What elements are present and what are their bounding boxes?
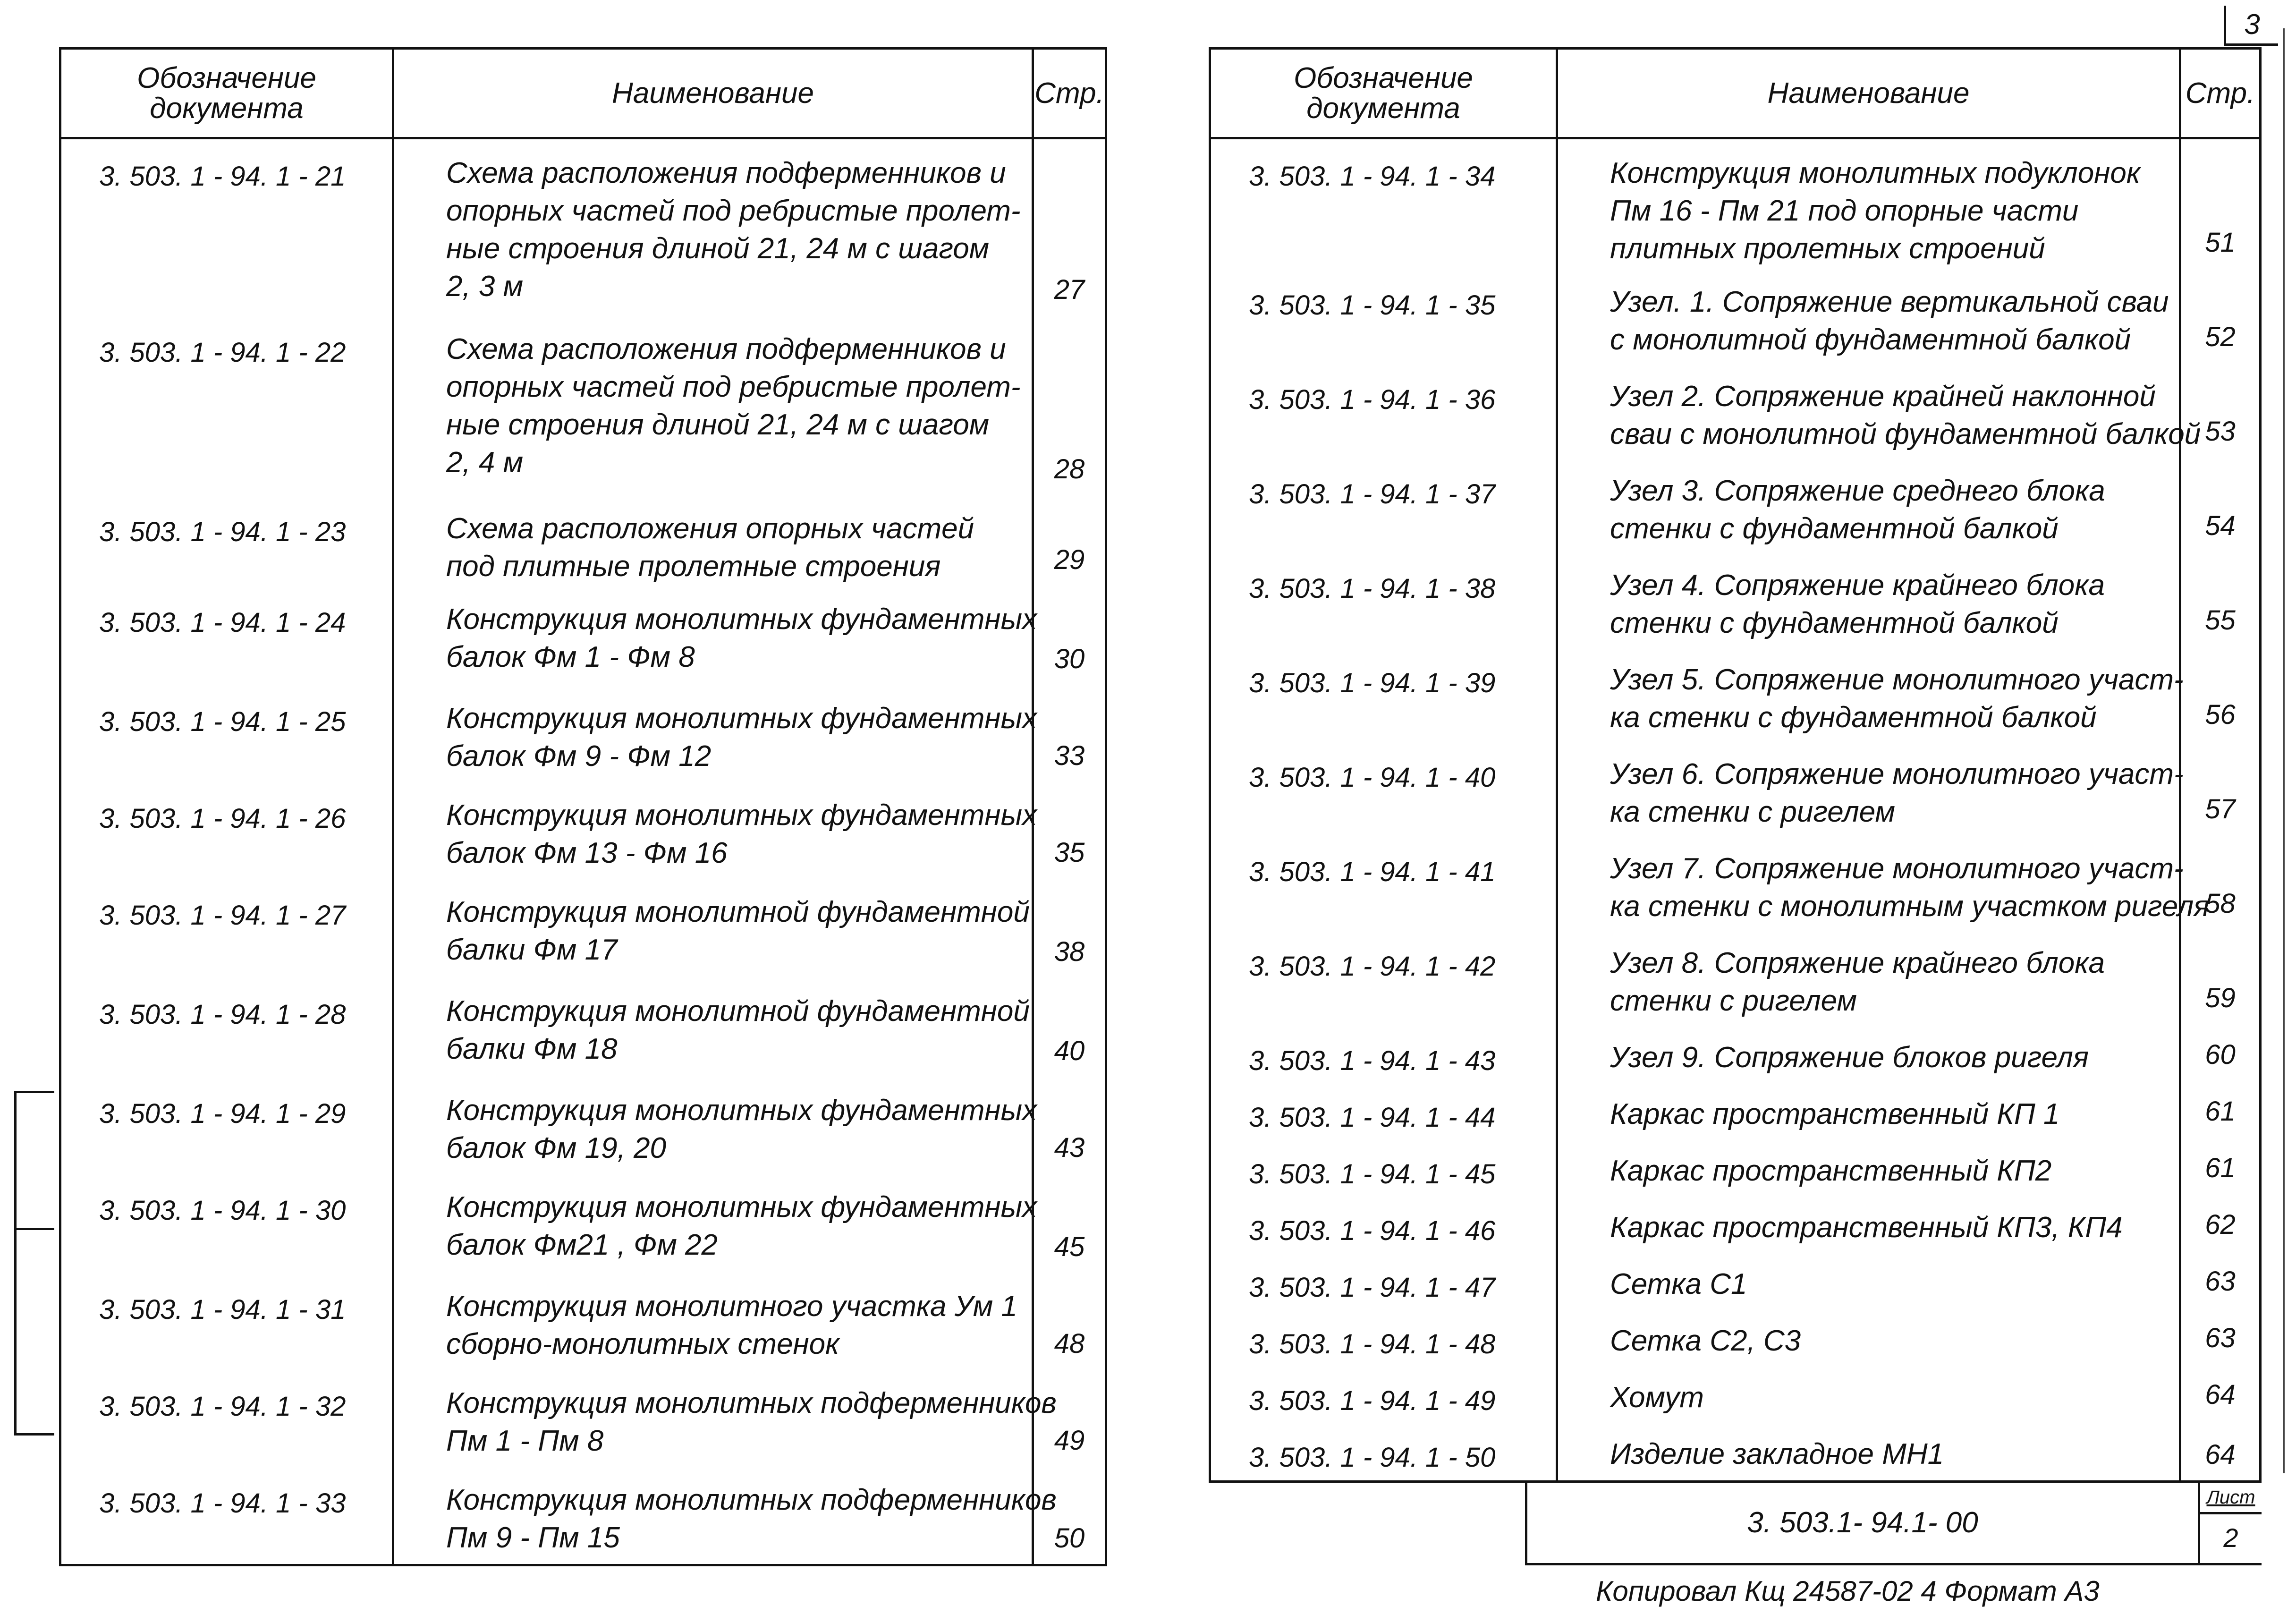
document-name-line: Узел 3. Сопряжение среднего блока [1610, 474, 2105, 507]
binding-margin-tick [14, 1091, 54, 1093]
document-designation: 3. 503. 1 - 94. 1 - 37 [1210, 457, 1557, 552]
table-row [1210, 1420, 2261, 1482]
page-number: 62 [2180, 1194, 2261, 1250]
document-designation: 3. 503. 1 - 94. 1 - 48 [1210, 1307, 1557, 1364]
document-designation: 3. 503. 1 - 94. 1 - 27 [60, 878, 393, 977]
document-designation: 3. 503. 1 - 94. 1 - 35 [1210, 268, 1557, 363]
page-number: 52 [2180, 268, 2261, 363]
header-name: Наименование [1557, 49, 2180, 138]
document-name-line: балок Фм 1 - Фм 8 [446, 640, 695, 673]
document-name [393, 782, 1037, 878]
document-name-line: стенки с ригелем [1610, 984, 1857, 1017]
document-name-line: Пм 1 - Пм 8 [446, 1424, 604, 1457]
document-designation: 3. 503. 1 - 94. 1 - 21 [60, 138, 393, 315]
document-name-line: Узел 5. Сопряжение монолитного участ- [1610, 663, 2184, 696]
sheet-label: Лист [2200, 1483, 2262, 1514]
binding-margin-tick [14, 1228, 54, 1230]
table-row [1210, 1194, 2261, 1250]
header-designation [60, 49, 393, 138]
document-designation: 3. 503. 1 - 94. 1 - 26 [60, 782, 393, 878]
page-number: 55 [2180, 552, 2261, 646]
document-name-line: Узел. 1. Сопряжение вертикальной сваи [1610, 285, 2169, 318]
header-name: Наименование [393, 49, 1033, 138]
header-page: Стр. [1033, 49, 1106, 138]
document-designation: 3. 503. 1 - 94. 1 - 23 [60, 495, 393, 586]
document-name [393, 1369, 1057, 1466]
document-name-line: ка стенки с ригелем [1610, 795, 1895, 828]
document-code: 3. 503.1- 94.1- 00 [1747, 1506, 1978, 1539]
document-designation: 3. 503. 1 - 94. 1 - 29 [60, 1077, 393, 1173]
page-number: 27 [1033, 138, 1106, 315]
document-name-line: Конструкция монолитных фундаментных [446, 1094, 1037, 1127]
table-row [1210, 552, 2261, 646]
table-row [60, 977, 1106, 1077]
header-page: Стр. [2180, 49, 2261, 138]
document-name-line: сваи с монолитной фундаментной балкой [1610, 417, 2201, 450]
page-number: 63 [2180, 1307, 2261, 1364]
document-designation: 3. 503. 1 - 94. 1 - 28 [60, 977, 393, 1077]
document-name [1557, 552, 2180, 646]
document-name-line: Конструкция монолитных фундаментных [446, 1190, 1037, 1223]
page-number: 51 [2180, 138, 2261, 268]
document-name [1557, 363, 2201, 457]
document-name-line: Конструкция монолитных фундаментных [446, 603, 1037, 636]
document-name-line: Конструкция монолитной фундаментной [446, 895, 1030, 928]
page-number: 35 [1033, 782, 1106, 878]
document-name-line: Конструкция монолитных подуклонок [1610, 157, 2141, 189]
document-name-line: Узел 8. Сопряжение крайнего блока [1610, 946, 2105, 979]
document-name [393, 586, 1037, 685]
document-designation: 3. 503. 1 - 94. 1 - 42 [1210, 929, 1557, 1024]
table-row [60, 1273, 1106, 1369]
page-number: 59 [2180, 929, 2261, 1024]
document-name-line: Узел 7. Сопряжение монолитного участ- [1610, 852, 2184, 885]
document-designation: 3. 503. 1 - 94. 1 - 41 [1210, 835, 1557, 929]
page-number: 28 [1033, 315, 1106, 495]
document-designation: 3. 503. 1 - 94. 1 - 25 [60, 685, 393, 782]
document-name-line: опорных частей под ребристые пролет- [446, 195, 1021, 227]
sheet-edge-line [2283, 28, 2285, 1473]
document-name [1557, 646, 2184, 740]
document-name [393, 1077, 1037, 1173]
table-row [1210, 457, 2261, 552]
table-row [60, 1173, 1106, 1273]
document-name [1557, 835, 2210, 929]
page-number: 58 [2180, 835, 2261, 929]
document-name-line: плитных пролетных строений [1610, 232, 2045, 265]
document-name-line: Узел 9. Сопряжение блоков ригеля [1610, 1041, 2089, 1074]
document-name [393, 1466, 1057, 1565]
document-name-line: Конструкция монолитных фундаментных [446, 799, 1037, 832]
document-name-line: Схема расположения подферменников и [446, 332, 1006, 365]
header-row [1210, 49, 2261, 138]
document-name-line: Конструкция монолитного участка Ум 1 [446, 1290, 1017, 1323]
table-row [1210, 138, 2261, 268]
document-name [1557, 1194, 2180, 1250]
table-row [1210, 1024, 2261, 1080]
document-name-line: ные строения длиной 21, 24 м с шагом [446, 408, 990, 441]
left-table-body [60, 138, 1106, 1565]
document-designation: 3. 503. 1 - 94. 1 - 43 [1210, 1024, 1557, 1080]
page-number: 63 [2180, 1250, 2261, 1307]
page-number: 48 [1033, 1273, 1106, 1369]
page-number: 50 [1033, 1466, 1106, 1565]
document-name-line: Каркас пространственный КП 1 [1610, 1097, 2060, 1130]
document-name-line: Узел 6. Сопряжение монолитного участ- [1610, 757, 2184, 790]
document-name-line: Сетка С2, С3 [1610, 1324, 1801, 1357]
header-designation [1210, 49, 1557, 138]
document-name-line: балки Фм 17 [446, 933, 618, 966]
document-designation: 3. 503. 1 - 94. 1 - 30 [60, 1173, 393, 1273]
document-name-line: Каркас пространственный КП3, КП4 [1610, 1211, 2123, 1244]
document-name [1557, 929, 2180, 1024]
document-name [1557, 1137, 2180, 1194]
copied-by-note: Копировал Кщ 24587-02 4 Формат А3 [1596, 1575, 2100, 1607]
contents-table-left [59, 47, 1107, 1566]
document-designation: 3. 503. 1 - 94. 1 - 45 [1210, 1137, 1557, 1194]
document-name-line: с монолитной фундаментной балкой [1610, 323, 2131, 356]
document-name [393, 315, 1033, 495]
table-row [60, 1369, 1106, 1466]
document-name-line: Конструкция монолитной фундаментной [446, 994, 1030, 1028]
document-name [1557, 1250, 2180, 1307]
document-name [393, 977, 1033, 1077]
sheet-corner-number: 3 [2224, 6, 2278, 46]
table-row [1210, 646, 2261, 740]
document-name-line: ка стенки с фундаментной балкой [1610, 701, 2097, 734]
document-name-line: ка стенки с монолитным участком ригеля [1610, 890, 2210, 923]
document-name-line: Схема расположения опорных частей [446, 512, 974, 545]
sheet-number: 2 [2223, 1523, 2238, 1553]
page-number: 49 [1033, 1369, 1106, 1466]
table-row [60, 1466, 1106, 1565]
table-row [1210, 740, 2261, 835]
document-name [1557, 1420, 2180, 1482]
table-row [1210, 1137, 2261, 1194]
page-number: 29 [1033, 495, 1106, 586]
table-row [1210, 363, 2261, 457]
page-number: 54 [2180, 457, 2261, 552]
document-name-line: сборно-монолитных стенок [446, 1327, 839, 1360]
table-row [60, 586, 1106, 685]
page-number: 38 [1033, 878, 1106, 977]
page-number: 43 [1033, 1077, 1106, 1173]
document-designation: 3. 503. 1 - 94. 1 - 32 [60, 1369, 393, 1466]
table-row [1210, 1364, 2261, 1420]
page-number: 45 [1033, 1173, 1106, 1273]
page-number: 57 [2180, 740, 2261, 835]
document-name [1557, 1024, 2180, 1080]
table-row [60, 1077, 1106, 1173]
document-designation: 3. 503. 1 - 94. 1 - 40 [1210, 740, 1557, 835]
document-name [1557, 457, 2180, 552]
table-row [1210, 1307, 2261, 1364]
document-designation: 3. 503. 1 - 94. 1 - 34 [1210, 138, 1557, 268]
table-row [1210, 268, 2261, 363]
document-designation: 3. 503. 1 - 94. 1 - 46 [1210, 1194, 1557, 1250]
document-name-line: под плитные пролетные строения [446, 550, 941, 583]
document-name [393, 878, 1033, 977]
document-name-line: Схема расположения подферменников и [446, 157, 1006, 189]
document-name-line: Узел 2. Сопряжение крайней наклонной [1610, 380, 2156, 413]
sheet-cell [2198, 1483, 2262, 1563]
table-row [60, 685, 1106, 782]
table-row [60, 495, 1106, 586]
document-name-line: Конструкция монолитных подферменников [446, 1483, 1057, 1516]
header-designation-line: Обозначение [1294, 61, 1473, 94]
document-name [393, 1273, 1033, 1369]
document-name-line: Пм 9 - Пм 15 [446, 1521, 620, 1554]
document-name-line: Хомут [1610, 1381, 1704, 1414]
document-designation: 3. 503. 1 - 94. 1 - 36 [1210, 363, 1557, 457]
binding-margin-line [14, 1091, 17, 1436]
page-number: 33 [1033, 685, 1106, 782]
document-name [393, 1173, 1037, 1273]
page-number: 53 [2180, 363, 2261, 457]
document-name-line: 2, 4 м [446, 446, 524, 479]
document-name-line: балок Фм 19, 20 [446, 1131, 666, 1164]
table-row [60, 878, 1106, 977]
page-number: 61 [2180, 1080, 2261, 1137]
right-table-body [1210, 138, 2261, 1482]
document-name [1557, 138, 2180, 268]
header-designation-line: Обозначение [137, 61, 316, 94]
document-name [1557, 1080, 2180, 1137]
document-name-line: Пм 16 - Пм 21 под опорные части [1610, 195, 2079, 227]
document-name-line: Сетка С1 [1610, 1267, 1747, 1300]
table-row [60, 138, 1106, 315]
table-row [1210, 835, 2261, 929]
document-designation: 3. 503. 1 - 94. 1 - 22 [60, 315, 393, 495]
document-name-line: стенки с фундаментной балкой [1610, 512, 2059, 545]
page-number: 64 [2180, 1364, 2261, 1420]
page-number: 40 [1033, 977, 1106, 1077]
document-name-line: Изделие закладное МН1 [1610, 1437, 1944, 1470]
table-row [1210, 1250, 2261, 1307]
document-name [393, 138, 1033, 315]
table-row [1210, 1080, 2261, 1137]
header-row [60, 49, 1106, 138]
table-row [60, 315, 1106, 495]
document-name-line: балок Фм21 , Фм 22 [446, 1228, 718, 1261]
document-designation: 3. 503. 1 - 94. 1 - 47 [1210, 1250, 1557, 1307]
document-name [393, 685, 1037, 782]
document-name-line: балок Фм 13 - Фм 16 [446, 836, 728, 869]
header-designation-line: документа [1306, 92, 1460, 125]
table-row [1210, 929, 2261, 1024]
document-name-line: 2, 3 м [446, 270, 524, 303]
title-block [1525, 1483, 2262, 1565]
document-designation: 3. 503. 1 - 94. 1 - 31 [60, 1273, 393, 1369]
binding-margin-tick [14, 1433, 54, 1436]
document-name [1557, 1307, 2180, 1364]
document-designation: 3. 503. 1 - 94. 1 - 38 [1210, 552, 1557, 646]
table-row [60, 782, 1106, 878]
page-number: 56 [2180, 646, 2261, 740]
document-name-line: Конструкция монолитных подферменников [446, 1386, 1057, 1419]
document-name [1557, 740, 2184, 835]
page-number: 64 [2180, 1420, 2261, 1482]
header-designation-line: документа [150, 92, 304, 125]
document-designation: 3. 503. 1 - 94. 1 - 44 [1210, 1080, 1557, 1137]
document-name [1557, 268, 2180, 363]
document-name-line: Конструкция монолитных фундаментных [446, 702, 1037, 735]
document-name [393, 495, 1033, 586]
contents-table-right [1209, 47, 2262, 1483]
page-number: 60 [2180, 1024, 2261, 1080]
page-number: 61 [2180, 1137, 2261, 1194]
document-name-line: ные строения длиной 21, 24 м с шагом [446, 232, 990, 265]
document-name [1557, 1364, 2180, 1420]
document-name-line: Узел 4. Сопряжение крайнего блока [1610, 569, 2105, 602]
document-name-line: Каркас пространственный КП2 [1610, 1154, 2052, 1187]
document-name-line: стенки с фундаментной балкой [1610, 606, 2059, 639]
document-designation: 3. 503. 1 - 94. 1 - 24 [60, 586, 393, 685]
document-name-line: опорных частей под ребристые пролет- [446, 370, 1021, 403]
document-designation: 3. 503. 1 - 94. 1 - 39 [1210, 646, 1557, 740]
document-designation: 3. 503. 1 - 94. 1 - 33 [60, 1466, 393, 1565]
page-number: 30 [1033, 586, 1106, 685]
document-designation: 3. 503. 1 - 94. 1 - 50 [1210, 1420, 1557, 1482]
document-designation: 3. 503. 1 - 94. 1 - 49 [1210, 1364, 1557, 1420]
document-name-line: балок Фм 9 - Фм 12 [446, 739, 712, 773]
document-name-line: балки Фм 18 [446, 1032, 618, 1065]
